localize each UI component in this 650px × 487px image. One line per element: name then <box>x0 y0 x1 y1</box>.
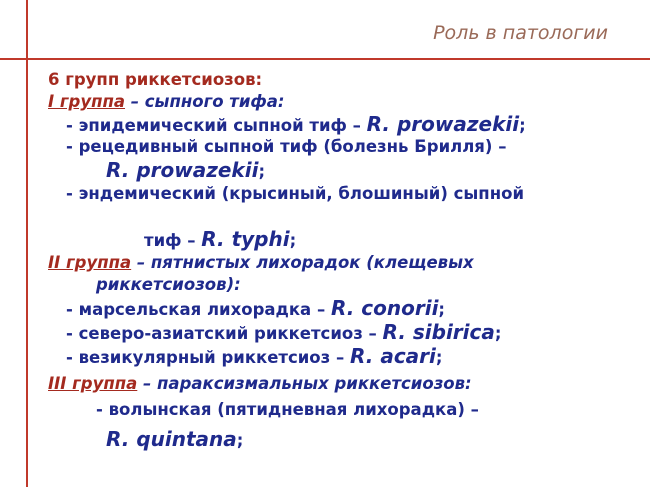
item-text: тиф – <box>144 231 202 250</box>
group1-item-2 <box>66 137 506 157</box>
species-name: R. acari <box>349 344 436 368</box>
group3-desc: – параксизмальных риккетсиозов: <box>137 374 472 393</box>
species-name: R. prowazekii <box>366 112 520 136</box>
item-text: - волынская (пятидневная лихорадка) – <box>96 400 479 419</box>
group2-item-2 <box>66 322 502 344</box>
item-text: - эндемический (крысиный, блошиный) сыпной <box>66 184 525 203</box>
group1-item-4 <box>66 184 524 204</box>
group2-label: II группа <box>48 253 132 272</box>
group3-item-2 <box>106 429 243 451</box>
group2-item-3 <box>66 346 443 368</box>
group1-item-1 <box>66 114 526 136</box>
item-text: - везикулярный риккетсиоз – <box>66 348 350 367</box>
heading: 6 групп риккетсиозов: <box>48 70 263 89</box>
species-name: R. prowazekii <box>106 158 259 182</box>
group3-label: III группа <box>48 374 138 393</box>
group2-desc: – пятнистых лихорадок (клещевых <box>131 253 474 272</box>
species-name: R. conorii <box>330 296 439 320</box>
item-end: ; <box>438 300 446 319</box>
group2-item-1 <box>66 298 445 320</box>
item-end: ; <box>258 162 266 181</box>
group2-desc2: риккетсиозов): <box>96 275 241 294</box>
item-end: ; <box>289 231 297 250</box>
item-end: ; <box>435 348 443 367</box>
group3-item-1 <box>96 400 479 420</box>
group3-header <box>48 374 472 394</box>
group1-label: I группа <box>48 92 126 111</box>
item-end: ; <box>519 116 526 135</box>
group2-desc-cont <box>96 275 241 295</box>
item-end: ; <box>494 324 502 343</box>
item-text: - марсельская лихорадка – <box>66 300 331 319</box>
item-end: ; <box>236 431 244 450</box>
group1-item-5 <box>144 229 296 251</box>
item-text: - северо-азиатский риккетсиоз – <box>66 324 383 343</box>
group2-header <box>48 253 474 273</box>
item-text: - эпидемический сыпной тиф – <box>66 116 367 135</box>
group1-header <box>48 92 285 112</box>
species-name: R. quintana <box>106 427 237 451</box>
group1-desc: – сыпного тифа: <box>125 92 285 111</box>
species-name: R. typhi <box>201 227 290 251</box>
species-name: R. sibirica <box>382 320 495 344</box>
slide-title: Роль в патологии <box>433 22 608 44</box>
item-text: - рецедивный сыпной тиф (болезнь Брилля) – <box>66 137 507 156</box>
group1-item-3 <box>106 160 265 182</box>
